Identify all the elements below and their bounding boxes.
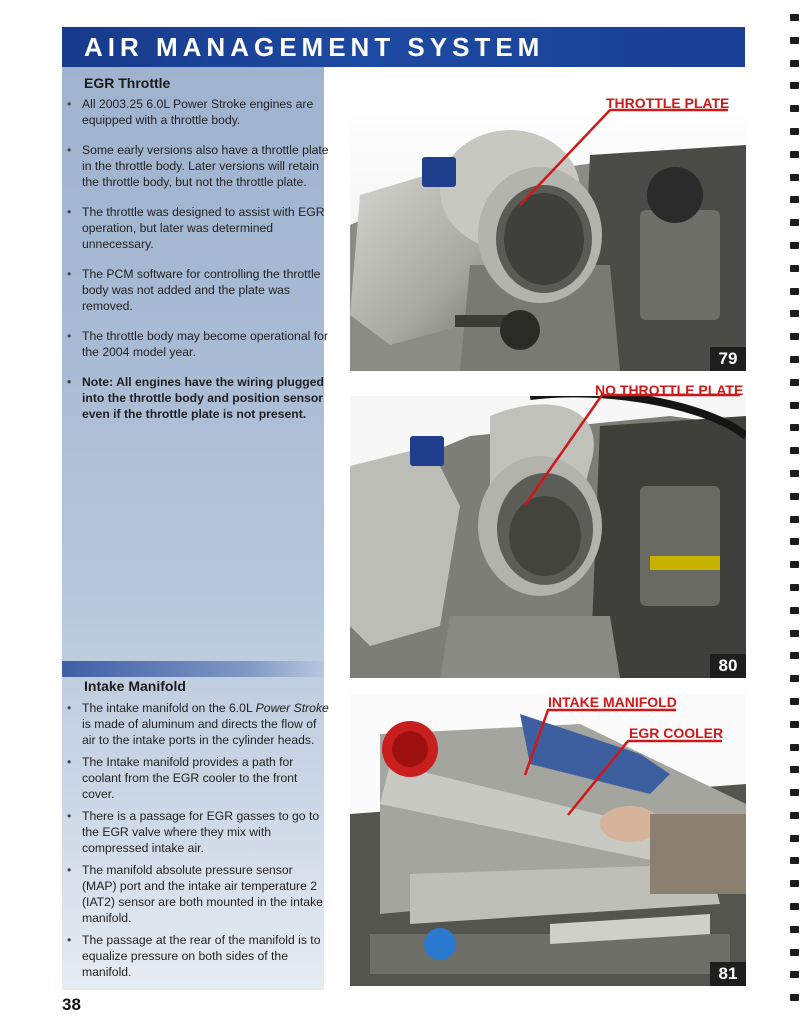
intake-manifold-heading: Intake Manifold bbox=[84, 678, 186, 694]
callout-intake-manifold: INTAKE MANIFOLD bbox=[548, 694, 677, 710]
figure-number: 80 bbox=[710, 654, 746, 678]
note-item: • Note: All engines have the wiring plugged into the throttle body and position sensor even if the throttle plate is not present. bbox=[64, 374, 332, 422]
text-run: is made of aluminum and directs the flow of air to the intake ports in the cylinder heads. bbox=[82, 717, 317, 747]
list-item: • The throttle was designed to assist with EGR operation, but later was determined unnecessary. bbox=[64, 204, 332, 252]
list-item: • The throttle body may become operational for the 2004 model year. bbox=[64, 328, 332, 360]
callout-throttle-plate: THROTTLE PLATE bbox=[606, 95, 730, 111]
list-item: • There is a passage for EGR gasses to go to the EGR valve where they mix with compressed intake air. bbox=[64, 808, 330, 856]
list-item: • The PCM software for controlling the throttle body was not added and the plate was removed. bbox=[64, 266, 332, 314]
callout-no-throttle-plate: NO THROTTLE PLATE bbox=[595, 382, 744, 398]
list-item: • Some early versions also have a throttle plate in the throttle body. Later versions will retain the throttle body, but not the throttle plate. bbox=[64, 142, 332, 190]
figure-number: 81 bbox=[710, 962, 746, 986]
spiral-binding bbox=[786, 14, 800, 1019]
figure-number: 79 bbox=[710, 347, 746, 371]
egr-throttle-heading: EGR Throttle bbox=[84, 75, 171, 91]
list-item: • The Intake manifold provides a path for coolant from the EGR cooler to the front cover. bbox=[64, 754, 330, 802]
page-title: AIR MANAGEMENT SYSTEM bbox=[84, 32, 545, 62]
italic-brand: Power Stroke bbox=[255, 701, 329, 715]
page-number: 38 bbox=[62, 995, 81, 1014]
text-run: The intake manifold on the 6.0L bbox=[82, 701, 256, 715]
list-item: • All 2003.25 6.0L Power Stroke engines are equipped with a throttle body. bbox=[64, 96, 332, 128]
list-item: • The manifold absolute pressure sensor (MAP) port and the intake air temperature 2 (IAT2) sensor are both mounted in the intake manifold. bbox=[64, 862, 330, 926]
list-item: • The passage at the rear of the manifold is to equalize pressure on both sides of the manifold. bbox=[64, 932, 330, 980]
callout-egr-cooler: EGR COOLER bbox=[629, 725, 724, 741]
